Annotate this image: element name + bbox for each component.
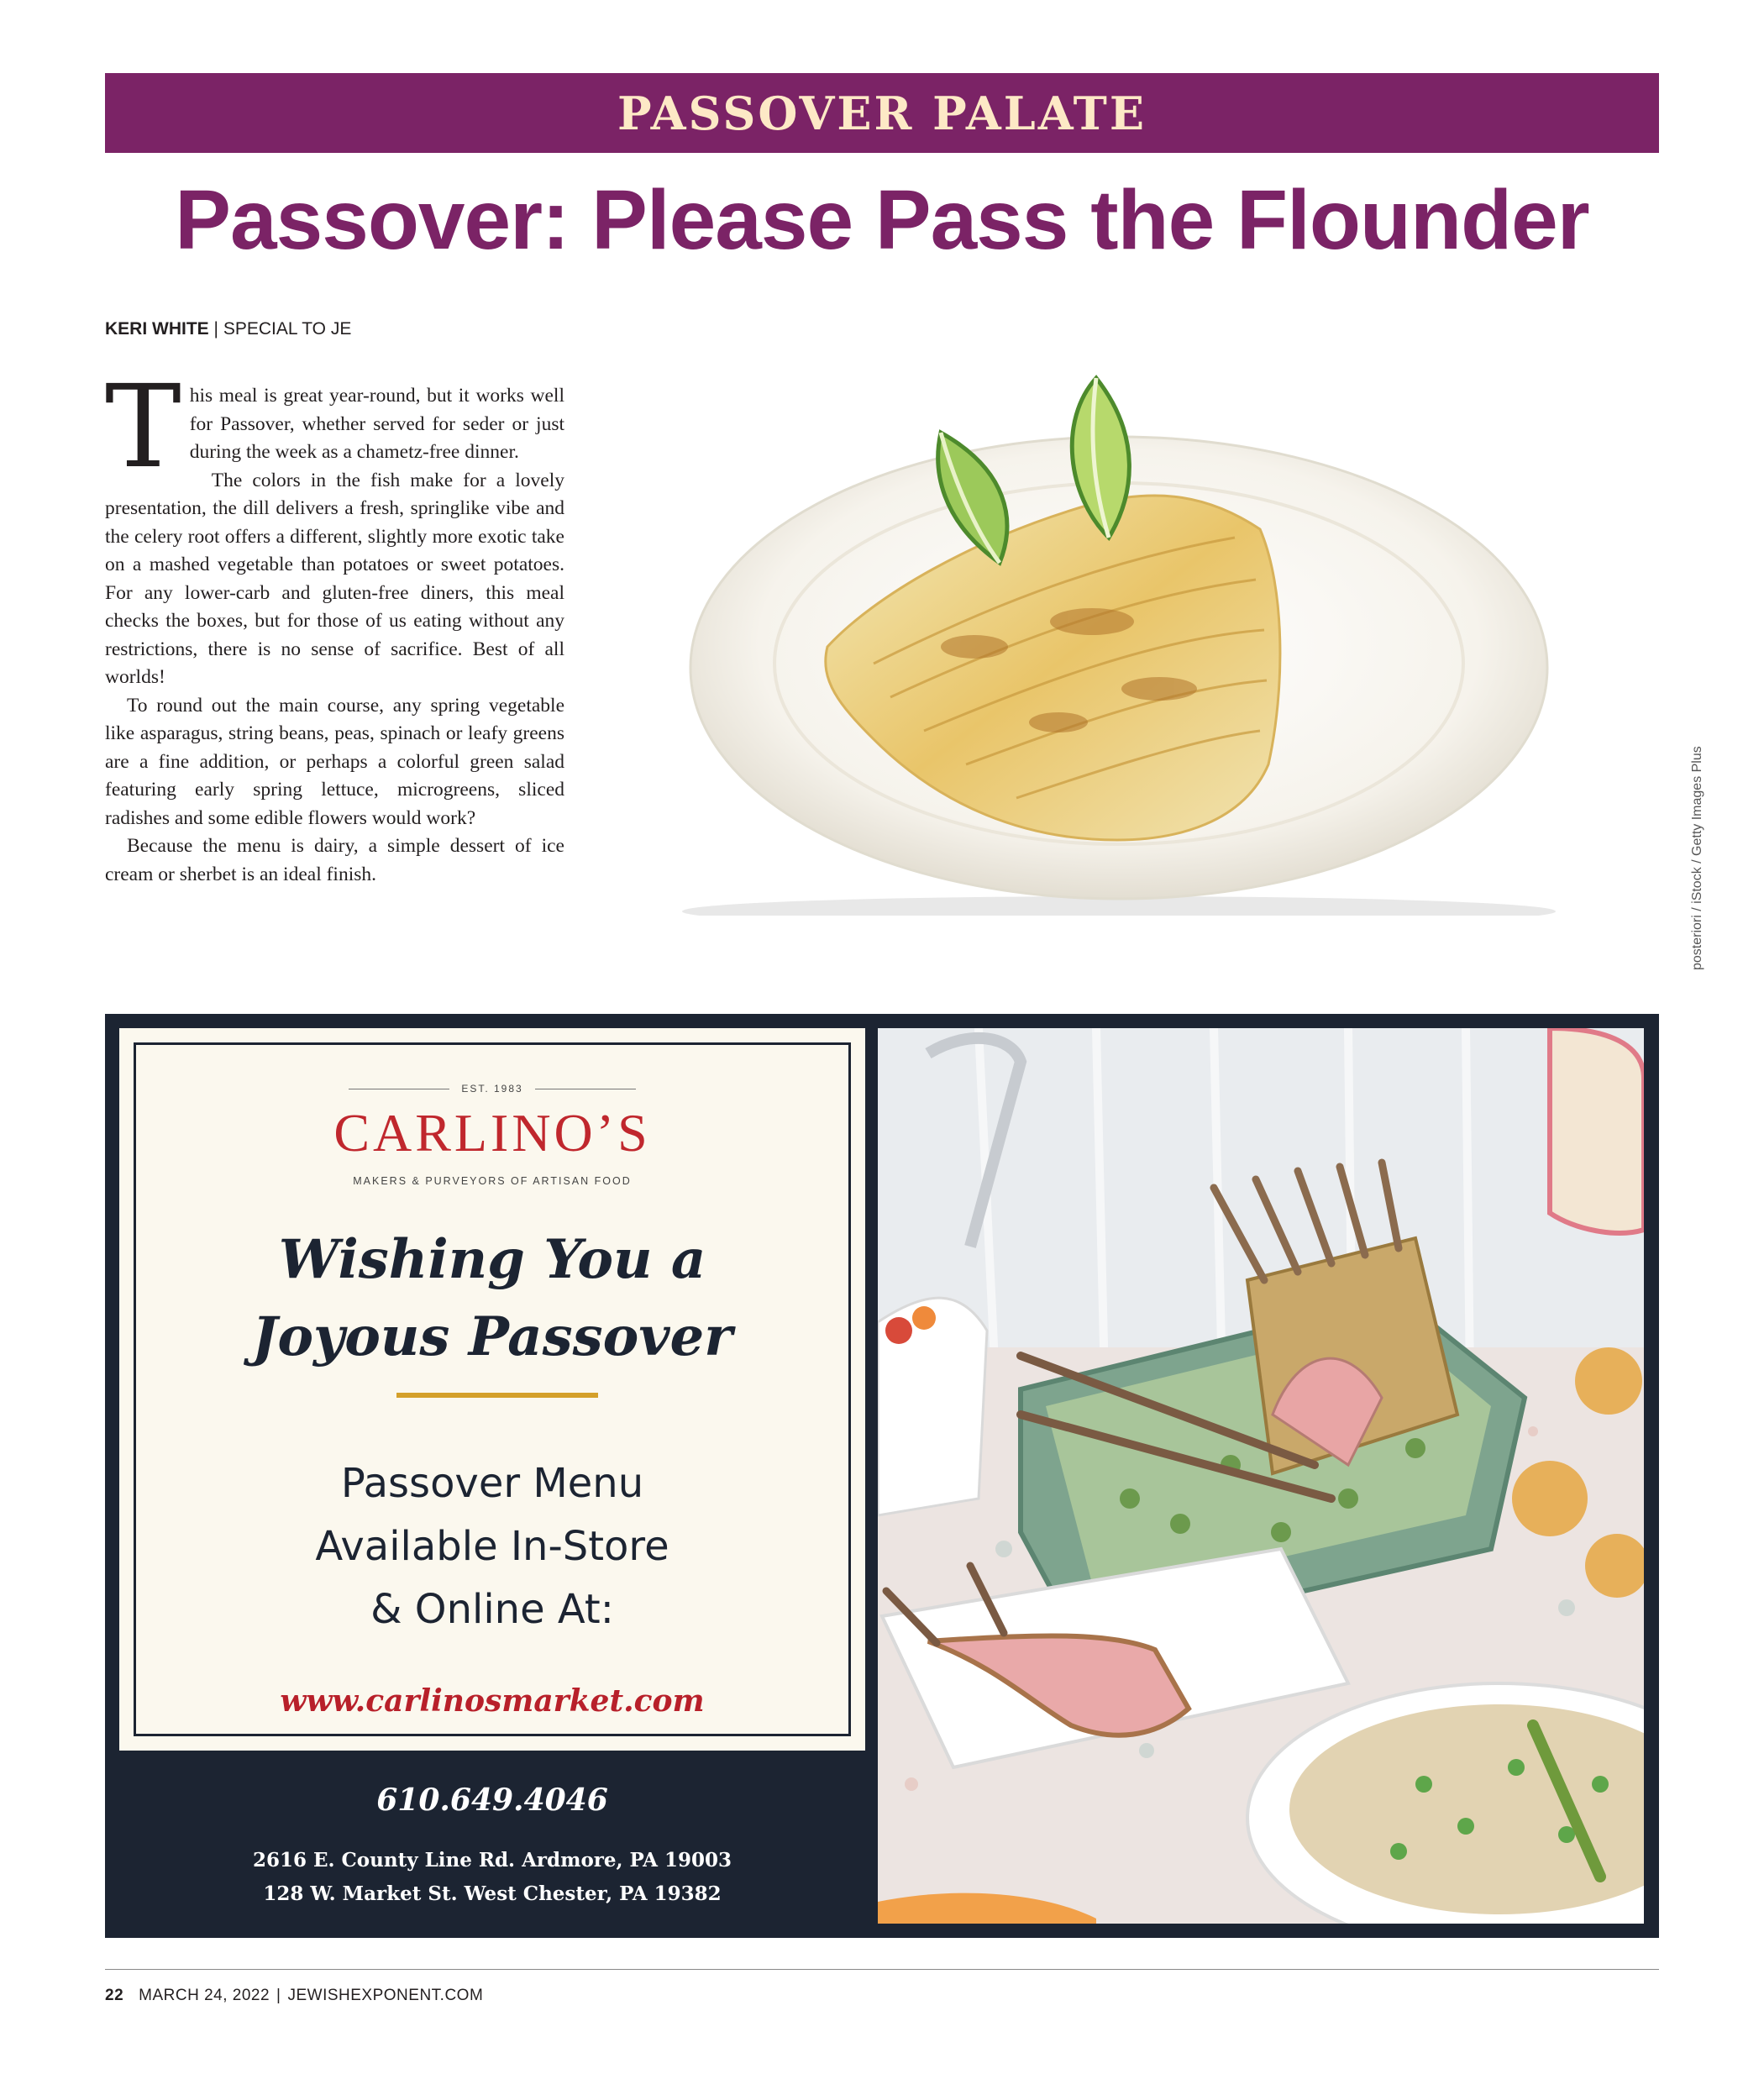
flounder-photo — [622, 370, 1621, 916]
lamb-rack-photo — [878, 1028, 1644, 1924]
address-west-chester: 128 W. Market St. West Chester, PA 19382 — [263, 1882, 722, 1905]
menu-line-2: Available In-Store — [315, 1523, 669, 1570]
cake — [1550, 1028, 1644, 1233]
photo-credit: posteriori / iStock / Getty Images Plus — [1690, 746, 1704, 970]
byline-separator: | — [213, 319, 218, 339]
menu-availability — [119, 1452, 865, 1641]
website-link[interactable]: www.carlinosmarket.com — [280, 1683, 705, 1719]
footer-separator: | — [276, 1987, 281, 2004]
byline — [105, 319, 351, 339]
menu-line-3: & Online At: — [370, 1586, 614, 1633]
greeting-line-1: Wishing You a — [278, 1228, 706, 1291]
carlinos-advertisement — [105, 1014, 1659, 1938]
store-addresses — [119, 1844, 865, 1911]
footer-rule — [105, 1969, 1659, 1970]
paragraph-3: To round out the main course, any spring vegetable like asparagus, string beans, peas, spinach or leafy greens are a fine addition, or perhaps a colorful green salad featuring early spring lettuce, microgreens, sliced radishes and some edible flowers would work? — [105, 694, 564, 829]
gold-divider — [396, 1393, 598, 1398]
brand-logo: CARLINO’S — [333, 1103, 651, 1163]
section-banner — [105, 73, 1659, 153]
est-year: EST. 1983 — [119, 1083, 865, 1095]
page-footer — [105, 1987, 483, 2005]
brand-tagline: MAKERS & PURVEYORS OF ARTISAN FOOD — [353, 1175, 632, 1187]
paragraph-1: This meal is great year-round, but it works well for Passover, whether served for seder or just during the week as a chametz-free dinner. — [105, 361, 564, 494]
paragraph-2: The colors in the fish make for a lovely presentation, the dill delivers a fresh, springlike vibe and the celery root offers a different, slightly more exotic take on a mashed vegetable than potatoes or sweet potatoes. For any lower-carb and gluten-free diners, this meal checks the boxes, but for those of us eating without any restrictions, there is no sense of sacrifice. Best of all worlds! — [105, 469, 564, 688]
article-body — [105, 361, 564, 889]
greeting-line-2: Joyous Passover — [252, 1305, 732, 1368]
menu-line-1: Passover Menu — [340, 1460, 644, 1507]
ad-text-panel — [119, 1028, 865, 1751]
page-number: 22 — [105, 1987, 124, 2004]
drop-cap: T — [105, 361, 181, 494]
site-name: JEWISHEXPONENT.COM — [287, 1987, 484, 2004]
article-title: Passover: Please Pass the Flounder — [175, 173, 1589, 267]
greeting — [119, 1221, 865, 1376]
paragraph-4: Because the menu is dairy, a simple dessert of ice cream or sherbet is an ideal finish. — [105, 835, 564, 885]
phone-number: 610.649.4046 — [376, 1782, 608, 1818]
address-ardmore: 2616 E. County Line Rd. Ardmore, PA 19003 — [252, 1849, 732, 1872]
issue-date: MARCH 24, 2022 — [139, 1987, 270, 2004]
byline-outlet: SPECIAL TO JE — [223, 319, 352, 339]
byline-author: KERI WHITE — [105, 319, 209, 339]
section-label: PASSOVER PALATE — [617, 86, 1147, 140]
